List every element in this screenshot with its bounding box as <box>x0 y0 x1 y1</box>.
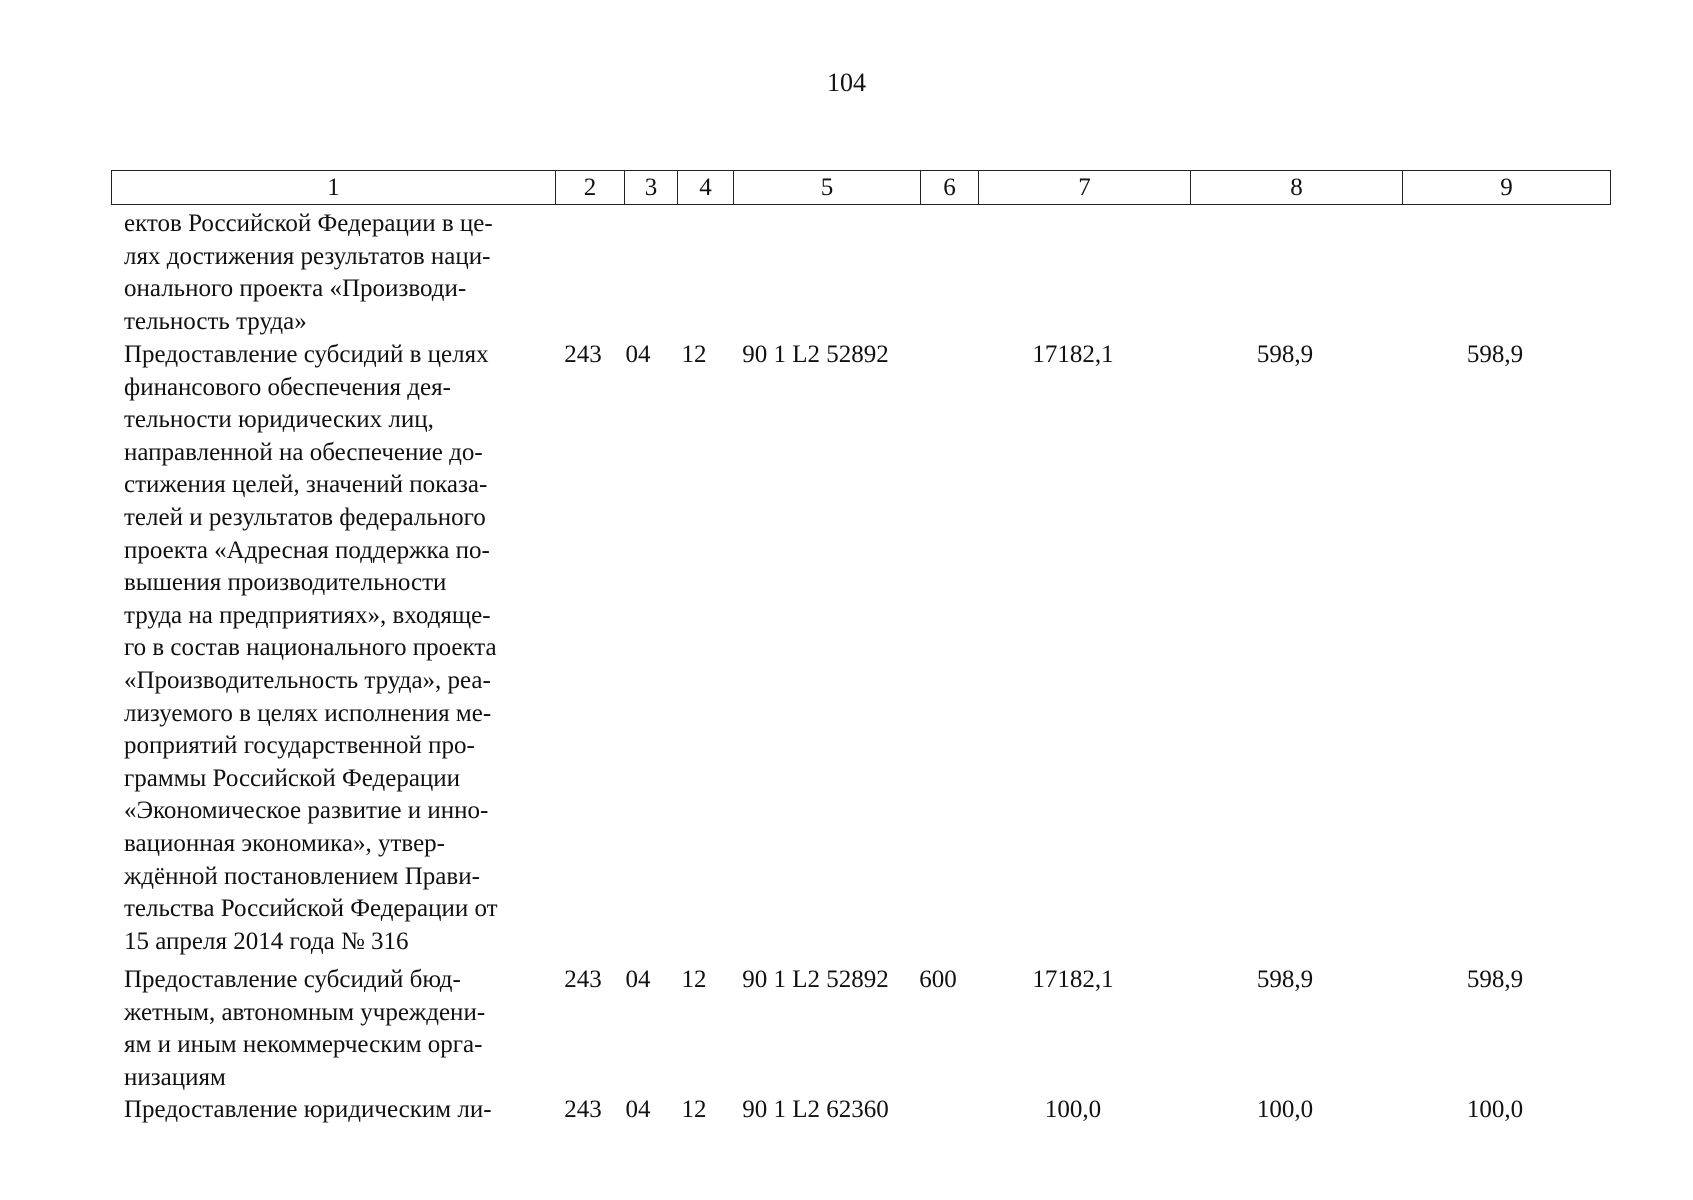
cell-col-9: 598,9 <box>1466 966 1524 993</box>
cell-col-2: 243 <box>564 966 602 993</box>
column-header-6: 6 <box>921 171 979 205</box>
cell-col-3: 04 <box>625 966 651 993</box>
cell-col-7: 100,0 <box>1044 1096 1102 1123</box>
cell-col-4: 12 <box>681 966 707 993</box>
cell-col-4: 12 <box>681 1096 707 1123</box>
cell-col-4: 12 <box>681 341 707 368</box>
cell-col-9: 598,9 <box>1466 341 1524 368</box>
cell-col-3: 04 <box>625 341 651 368</box>
column-header-5: 5 <box>734 171 921 205</box>
cell-col-5: 90 1 L2 52892 <box>742 966 889 993</box>
page-number: 104 <box>827 68 866 97</box>
cell-col-3: 04 <box>625 1096 651 1123</box>
cell-col-2: 243 <box>564 1096 602 1123</box>
cell-col-6: 600 <box>919 966 957 993</box>
cell-col-5: 90 1 L2 52892 <box>742 341 889 368</box>
row-description: ектов Российской Федерации в це- лях достижения результатов наци- онального проекта «Производи- тельность труда» <box>124 210 493 335</box>
cell-col-8: 100,0 <box>1256 1096 1314 1123</box>
column-header-9: 9 <box>1403 171 1611 205</box>
column-header-8: 8 <box>1191 171 1403 205</box>
cell-col-8: 598,9 <box>1256 341 1314 368</box>
cell-col-5: 90 1 L2 62360 <box>742 1096 889 1123</box>
row-description: Предоставление юридическим ли- <box>124 1096 492 1123</box>
row-description: Предоставление субсидий бюд- жетным, автономным учреждени- ям и иным некоммерческим орга- низациям <box>124 966 486 1091</box>
cell-col-2: 243 <box>564 341 602 368</box>
column-header-2: 2 <box>556 171 625 205</box>
row-description: Предоставление субсидий в целях финансового обеспечения дея- тельности юридических лиц, направленной на обеспечение до- стижения целей, значений показа- телей и результатов федерального проекта «Адресная поддержка по- вышения производительности труда на предприятиях», входяще- го в состав национального проекта «Производительность труда», реа- лизуемого в целях исполнения ме- роприятий государственной про- граммы Российской Федерации «Экономическое развитие и инно- вационная экономика», утвер- ждённой постановлением Прави- тельства Российской Федерации от 15 апреля 2014 года № 316 <box>124 341 498 955</box>
cell-col-8: 598,9 <box>1256 966 1314 993</box>
cell-col-7: 17182,1 <box>1032 341 1114 368</box>
cell-col-7: 17182,1 <box>1032 966 1114 993</box>
column-header-4: 4 <box>678 171 734 205</box>
column-header-3: 3 <box>625 171 678 205</box>
column-header-1: 1 <box>112 171 556 205</box>
cell-col-9: 100,0 <box>1466 1096 1524 1123</box>
column-header-7: 7 <box>979 171 1191 205</box>
